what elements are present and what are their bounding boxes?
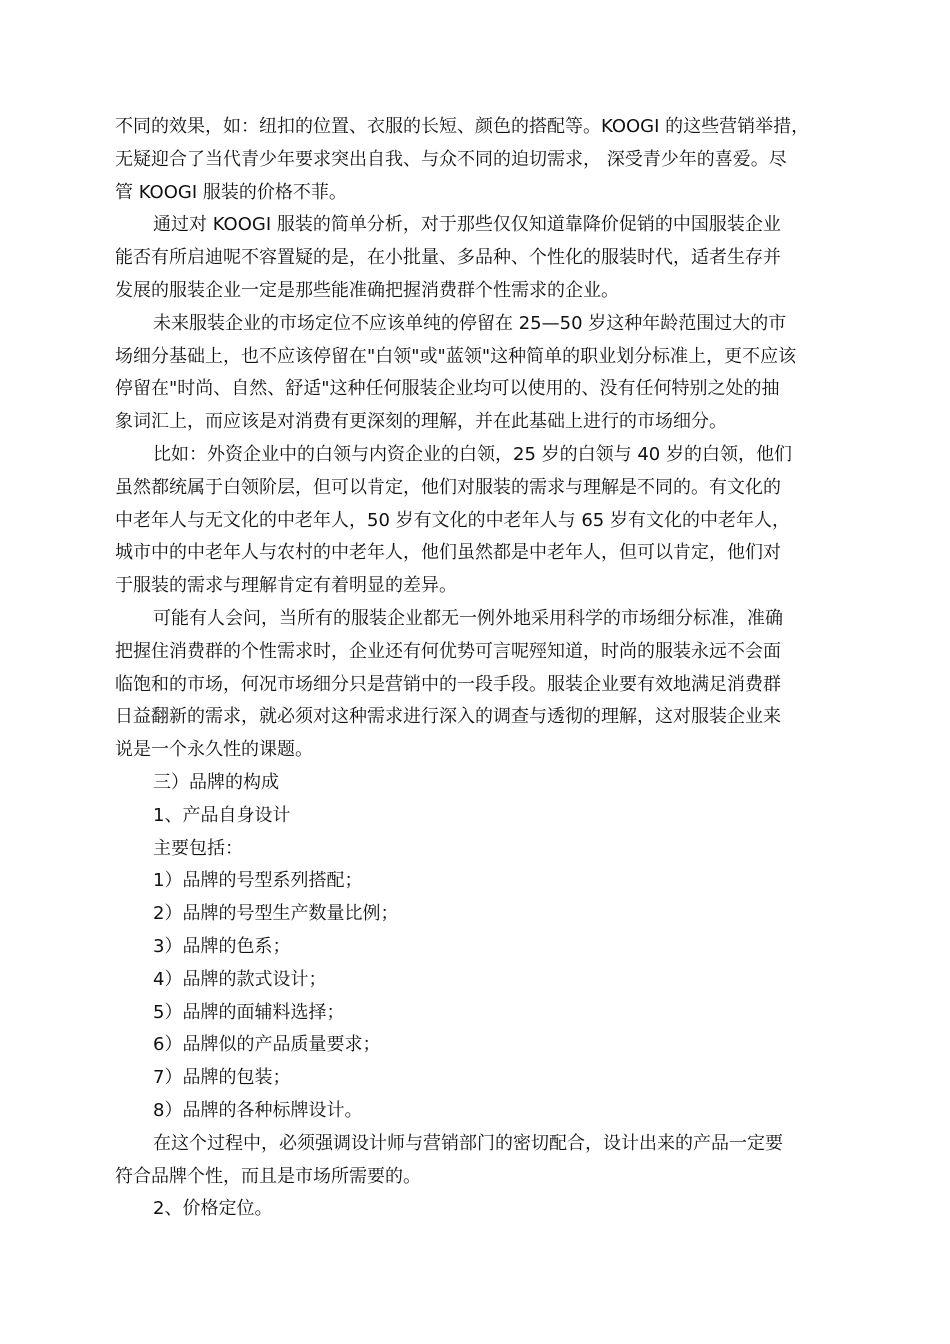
text-line: 日益翻新的需求，就必须对这种需求进行深入的调查与透彻的理解，这对服装企业来 — [115, 706, 781, 728]
text-line: 城市中的中老年人与农村的中老年人，他们虽然都是中老年人，但可以肯定，他们对 — [115, 542, 781, 564]
text-line: 三）品牌的构成 — [153, 771, 279, 793]
text-line: 把握住消费群的个性需求时，企业还有何优势可言呢殌知道，时尚的服装永远不会面 — [115, 640, 781, 662]
text-line: 不同的效果，如：纽扣的位置、衣服的长短、颜色的搭配等。KOOGI 的这些营销举措， — [115, 116, 810, 137]
text-line: 8）品牌的各种标牌设计。 — [153, 1099, 363, 1121]
text-line: 无疑迎合了当代青少年要求突出自我、与众不同的迫切需求， 深受青少年的喜爱。尽 — [115, 148, 787, 170]
document-body — [115, 111, 831, 1226]
text-line: 3）品牌的色系； — [153, 935, 291, 957]
text-line: 虽然都统属于白领阶层，但可以肯定，他们对服装的需求与理解是不同的。有文化的 — [115, 476, 781, 498]
text-line: 符合品牌个性，而且是市场所需要的。 — [115, 1165, 421, 1187]
text-line: 说是一个永久性的课题。 — [115, 739, 313, 761]
text-line: 临饱和的市场，何况市场细分只是营销中的一段手段。服装企业要有效地满足消费群 — [115, 673, 781, 695]
text-line: 6）品牌似的产品质量要求； — [153, 1034, 381, 1056]
text-line: 象词汇上，而应该是对消费有更深刻的理解，并在此基础上进行的市场细分。 — [115, 411, 727, 433]
text-line: 4）品牌的款式设计； — [153, 968, 327, 990]
text-line: 在这个过程中，必须强调设计师与营销部门的密切配合，设计出来的产品一定要 — [153, 1132, 783, 1154]
text-line: 2、价格定位。 — [153, 1198, 273, 1220]
text-line: 管 KOOGI 服装的价格不菲。 — [115, 181, 347, 203]
text-line: 比如：外资企业中的白领与内资企业的白领，25 岁的白领与 40 岁的白领，他们 — [153, 443, 792, 465]
text-line: 能否有所启迪呢不容置疑的是，在小批量、多品种、个性化的服装时代，适者生存并 — [115, 247, 781, 269]
text-line: 1）品牌的号型系列搭配； — [153, 870, 363, 892]
text-line: 可能有人会问，当所有的服装企业都无一例外地采用科学的市场细分标准，准确 — [153, 607, 783, 629]
text-line: 5）品牌的面辅料选择； — [153, 1001, 345, 1023]
text-line: 7）品牌的包装； — [153, 1067, 291, 1089]
text-line: 场细分基础上，也不应该停留在"白领"或"蓝领"这种简单的职业划分标准上，更不应该 — [115, 345, 797, 367]
text-line: 于服装的需求与理解肯定有着明显的差异。 — [115, 575, 457, 597]
text-line: 1、产品自身设计 — [153, 804, 291, 826]
text-line: 中老年人与无文化的中老年人，50 岁有文化的中老年人与 65 岁有文化的中老年人， — [115, 509, 790, 531]
text-line: 发展的服装企业一定是那些能准确把握消费群个性需求的企业。 — [115, 279, 619, 301]
text-line: 未来服装企业的市场定位不应该单纯的停留在 25—50 岁这种年龄范围过大的市 — [153, 312, 787, 334]
text-line: 主要包括： — [153, 837, 243, 859]
text-line: 停留在"时尚、自然、舒适"这种任何服装企业均可以使用的、没有任何特别之处的抽 — [115, 378, 780, 400]
text-line: 通过对 KOOGI 服装的简单分析，对于那些仅仅知道靠降价促销的中国服装企业 — [153, 214, 781, 236]
text-line: 2）品牌的号型生产数量比例； — [153, 903, 399, 925]
